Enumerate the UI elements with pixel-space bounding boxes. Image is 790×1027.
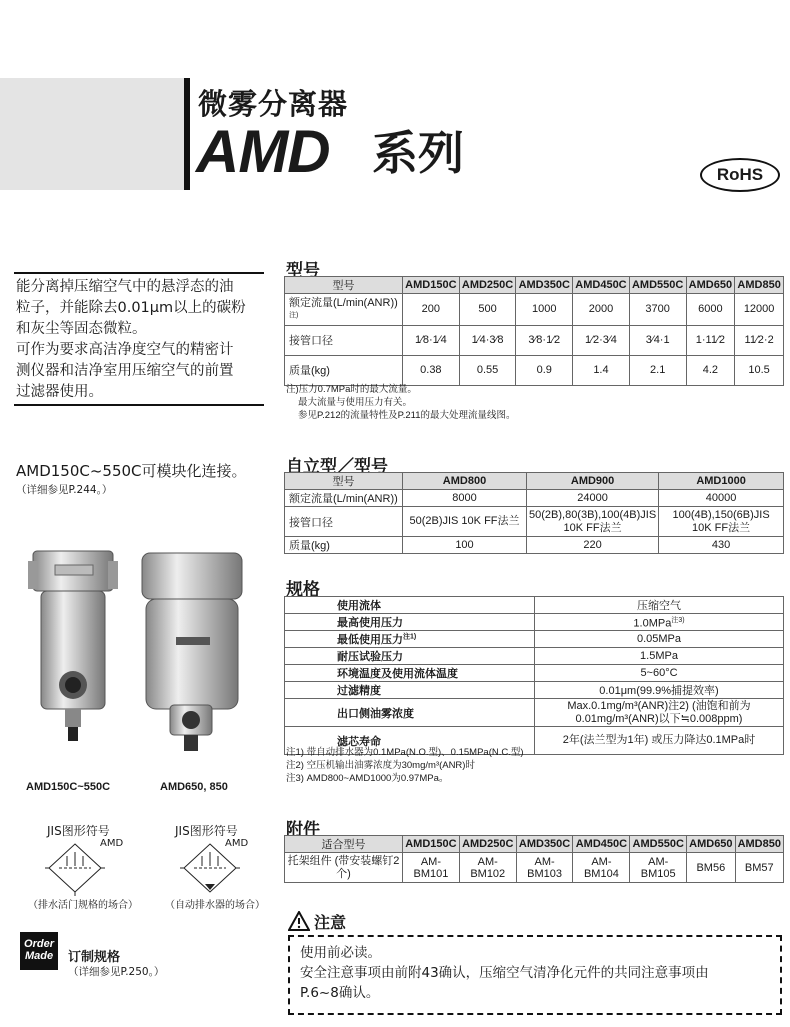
product-label-small: AMD150C~550C [26,781,111,793]
rohs-badge: RoHS [700,158,780,192]
jis-model-2: AMD [225,838,249,849]
models-notes: 注)压力0.7MPa时的最大流量。 最大流量与使用压力有关。 参见P.212的流量特性及P.211的最大处理流量线图。 [286,384,516,421]
table-row: 滤芯寿命 2年(法兰型为1年) 或压力降达0.1MPa时 [285,727,784,755]
order-title: 订制规格 [68,950,121,965]
caution-line: P.6~8确认。 [300,985,380,1001]
desc-line: 粒子，并能除去0.01μm以上的碳粉 [16,300,246,316]
desc-line: 可作为要求高洁净度空气的精密计 [16,342,234,358]
table-row: 最低使用压力$^{注1)}$ 0.05MPa [285,631,784,648]
modular-ref: （详细参见P.244。） [16,484,113,496]
table-row: 接管口径 50(2B)JIS 10K FF法兰 50(2B),80(3B),100(4B)JIS 10K FF法兰 100(4B),150(6B)JIS 10K FF法兰 [285,507,784,537]
table-row: 过滤精度 0.01μm(99.9%捕提效率) [285,682,784,699]
accessories-title: 附件 [286,820,320,840]
table-row: 耐压试验压力 1.5MPa [285,648,784,665]
table-row: 环境温度及使用流体温度 5~60°C [285,665,784,682]
desc-line: 过滤器使用。 [16,384,103,400]
specs-table [284,596,784,755]
caution-title: 注意 [314,913,347,932]
description [14,272,264,406]
title-banner [0,78,184,190]
models-table: 型号 AMD150C AMD250C AMD350C AMD450C AMD550C AMD650 AMD850 额定流量$(L/\min(ANR))^{注)}$ 200 500 1000 2000 3700 6000 12000 接管口径 1⁄8·1⁄4 1⁄4·3⁄8 3⁄8·1⁄2 1⁄2·3⁄4 3⁄4·1 1·11⁄2 11⁄2·2 质量(kg) 0.38 0.55 0.9 1.4 2.1 4.2 10.5 [284,276,784,386]
caution-box [288,935,782,1015]
table-row: 出口侧油雾浓度 Max.0.1mg/m³(ANR)注2) (油饱和前为0.01mg/m³(ANR)以下≒0.008ppm) [285,699,784,727]
jis-symbol-drain-icon [45,840,105,896]
standalone-title: 自立型／型号 [286,457,388,477]
jis-caption-2: （自动排水器的场合） [165,900,265,911]
specs-title: 规格 [286,580,320,600]
product-image-small [25,545,130,755]
table-row: 质量(kg) 100 220 430 [285,537,784,554]
warning-icon [288,911,310,931]
jis-symbol-auto-drain-icon [180,840,240,896]
title-bar [184,78,190,190]
table-row: 接管口径 1⁄8·1⁄4 1⁄4·3⁄8 3⁄8·1⁄2 1⁄2·3⁄4 3⁄4·1 1·11⁄2 11⁄2·2 [285,325,784,355]
models-title: 型号 [286,261,320,281]
series-label: 系列 [372,126,464,180]
product-image-large [132,545,252,760]
table-row: 最高使用压力 1.0MPa$^{注3)}$ [285,614,784,631]
caution-line: 使用前必读。 [300,945,381,961]
caution-line: 安全注意事项由前附43确认，压缩空气清净化元件的共同注意事项由 [300,965,709,981]
table-row: 质量(kg) 0.38 0.55 0.9 1.4 2.1 4.2 10.5 [285,355,784,385]
table-row: 托架组件 (带安装螺钉2个) AM-BM101 AM-BM102 AM-BM103 AM-BM104 AM-BM105 BM56 BM57 [285,853,784,883]
desc-line: 测仪器和洁净室用压缩空气的前置 [16,363,234,379]
desc-line: 和灰尘等固态微粒。 [16,321,147,337]
standalone-table: 型号 AMD800 AMD900 AMD1000 额定流量(L/min(ANR)) 8000 24000 40000 接管口径 50(2B)JIS 10K FF法兰 50(2B),80(3B),100(4B)JIS 10K FF法兰 100(4B),150(6B)JIS 10K FF法兰 质量(kg) 100 220 430 [284,472,784,554]
table-row: 额定流量$(L/\min(ANR))^{注)}$ 200 500 1000 2000 3700 6000 12000 [285,294,784,326]
product-name: 微雾分离器 [198,87,349,121]
order-ref: （详细参见P.250。） [68,966,165,978]
accessories-table: 适合型号 AMD150C AMD250C AMD350C AMD450C AMD550C AMD650 AMD850 托架组件 (带安装螺钉2个) AM-BM101 AM-BM102 AM-BM103 AM-BM104 AM-BM105 BM56 BM57 [284,835,784,883]
specs-notes: 注1) 带自动排水器为0.1MPa(N.O.型)、0.15MPa(N.C.型) 注2) 空压机输出油雾浓度为30mg/m³(ANR)时 注3) AMD800~AMD1000为0.97MPa。 [286,747,524,784]
series-model: AMD [196,118,330,185]
order-made-badge: Order Made [20,932,58,970]
table-row: 额定流量(L/min(ANR)) 8000 24000 40000 [285,490,784,507]
table-row: 使用流体 压缩空气 [285,597,784,614]
jis-caption-1: （排水活门规格的场合） [28,900,138,911]
product-label-large: AMD650, 850 [160,781,228,793]
desc-line: 能分离掉压缩空气中的悬浮态的油 [16,279,234,295]
jis-title-2: JIS图形符号 [175,824,238,838]
modular-title: AMD150C~550C可模块化连接。 [16,462,247,480]
jis-title-1: JIS图形符号 [47,824,110,838]
jis-model-1: AMD [100,838,124,849]
